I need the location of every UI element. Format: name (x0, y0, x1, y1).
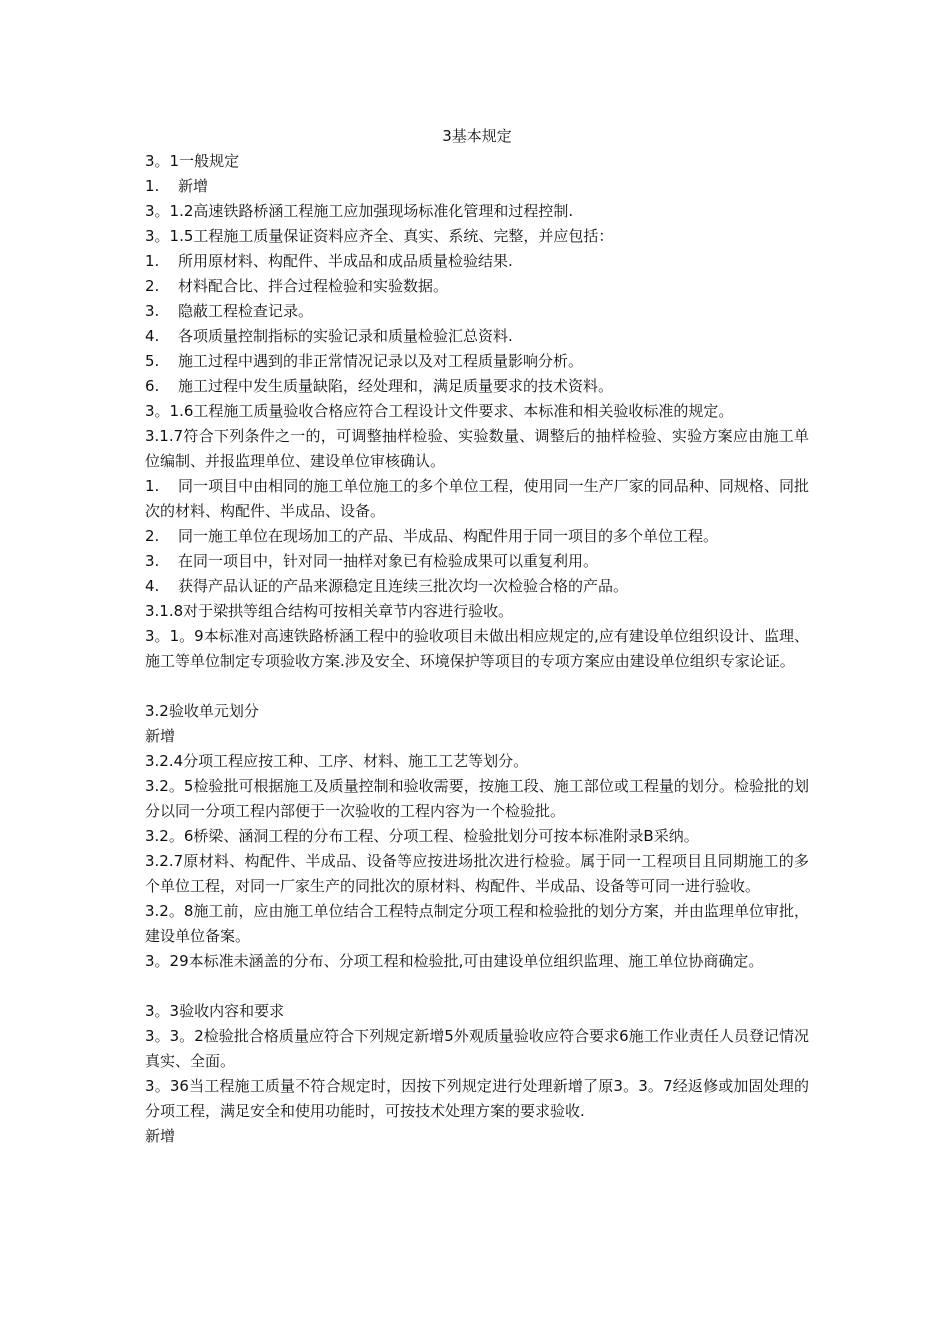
list-number: 1. (145, 252, 160, 270)
list-text: 施工过程中遇到的非正常情况记录以及对工程质量影响分析。 (178, 352, 584, 370)
blank-line (145, 974, 809, 999)
list-item (145, 574, 809, 599)
list-text: 获得产品认证的产品来源稳定且连续三批次均一次检验合格的产品。 (178, 577, 629, 595)
section-heading-3-3: 3。3验收内容和要求 (145, 1002, 285, 1020)
new-marker: 新增 (145, 727, 176, 745)
list-number: 6. (145, 377, 160, 395)
clause-3-1-9: 3。1。9本标准对高速铁路桥涵工程中的验收项目未做出相应规定的,应有建设单位组织设计、监理、施工等单位制定专项验收方案.涉及安全、环境保护等项目的专项方案应由建设单位组织专家论证。 (145, 627, 809, 670)
list-text: 施工过程中发生质量缺陷，经处理和，满足质量要求的技术资料。 (178, 377, 614, 395)
clause-3-2-4: 3.2.4分项工程应按工种、工序、材料、施工工艺等划分。 (145, 752, 529, 770)
list-text: 各项质量控制指标的实验记录和质量检验汇总资料. (178, 327, 513, 345)
clause-3-2-7: 3.2.7原材料、构配件、半成品、设备等应按进场批次进行检验。属于同一工程项目且同期施工的多个单位工程，对同一厂家生产的同批次的原材料、构配件、半成品、设备等可同一进行验收。 (145, 852, 809, 895)
list-number: 2. (145, 527, 160, 545)
list-item (145, 249, 809, 274)
clause-3-2-6: 3.2。6桥梁、涵洞工程的分布工程、分项工程、检验批划分可按本标准附录B采纳。 (145, 827, 699, 845)
clause-3-3-2: 3。3。2检验批合格质量应符合下列规定新增5外观质量验收应符合要求6施工作业责任人员登记情况真实、全面。 (145, 1027, 809, 1070)
list-number: 5. (145, 352, 160, 370)
list-number: 3. (145, 552, 160, 570)
list-text: 同一项目中由相同的施工单位施工的多个单位工程，使用同一生产厂家的同品种、同规格、同批次的材料、构配件、半成品、设备。 (145, 477, 809, 520)
list-text: 隐蔽工程检查记录。 (178, 302, 314, 320)
new-marker: 新增 (145, 1127, 176, 1145)
list-text: 新增 (178, 177, 209, 195)
list-item (145, 274, 809, 299)
list-number: 4. (145, 327, 160, 345)
document-title: 3基本规定 (442, 127, 512, 145)
list-number: 3. (145, 302, 160, 320)
list-text: 材料配合比、拌合过程检验和实验数据。 (178, 277, 449, 295)
list-number: 4. (145, 577, 160, 595)
clause-3-2-9: 3。29本标准未涵盖的分布、分项工程和检验批,可由建设单位组织监理、施工单位协商确定。 (145, 952, 764, 970)
list-item (145, 374, 809, 399)
list-item (145, 474, 809, 524)
clause-3-2-5: 3.2。5检验批可根据施工及质量控制和验收需要，按施工段、施工部位或工程量的划分。检验批的划分以同一分项工程内部便于一次验收的工程内容为一个检验批。 (145, 777, 809, 820)
list-number: 1. (145, 477, 160, 495)
clause-3-1-5: 3。1.5工程施工质量保证资料应齐全、真实、系统、完整，并应包括： (145, 227, 614, 245)
clause-3-1-8: 3.1.8对于梁拱等组合结构可按相关章节内容进行验收。 (145, 602, 514, 620)
list-item (145, 299, 809, 324)
list-item (145, 349, 809, 374)
clause-3-1-7: 3.1.7符合下列条件之一的，可调整抽样检验、实验数量、调整后的抽样检验、实验方案应由施工单位编制、并报监理单位、建设单位审核确认。 (145, 427, 809, 470)
list-text: 同一施工单位在现场加工的产品、半成品、构配件用于同一项目的多个单位工程。 (178, 527, 719, 545)
list-item (145, 324, 809, 349)
list-text: 在同一项目中，针对同一抽样对象已有检验成果可以重复利用。 (178, 552, 599, 570)
clause-3-1-2: 3。1.2高速铁路桥涵工程施工应加强现场标准化管理和过程控制. (145, 202, 574, 220)
clause-3-3-6: 3。36当工程施工质量不符合规定时，因按下列规定进行处理新增了原3。3。7经返修或加固处理的分项工程，满足安全和使用功能时，可按技术处理方案的要求验收. (145, 1077, 809, 1120)
clause-3-1-6: 3。1.6工程施工质量验收合格应符合工程设计文件要求、本标准和相关验收标准的规定。 (145, 402, 734, 420)
clause-3-2-8: 3.2。8施工前，应由施工单位结合工程特点制定分项工程和检验批的划分方案，并由监理单位审批，建设单位备案。 (145, 902, 809, 945)
list-number: 1. (145, 177, 160, 195)
list-item (145, 174, 809, 199)
section-heading-3-2: 3.2验收单元划分 (145, 702, 259, 720)
list-text: 所用原材料、构配件、半成品和成品质量检验结果. (178, 252, 513, 270)
list-number: 2. (145, 277, 160, 295)
document-page (145, 124, 809, 1149)
list-item (145, 549, 809, 574)
list-item (145, 524, 809, 549)
blank-line (145, 674, 809, 699)
section-heading-3-1: 3。1一般规定 (145, 152, 240, 170)
